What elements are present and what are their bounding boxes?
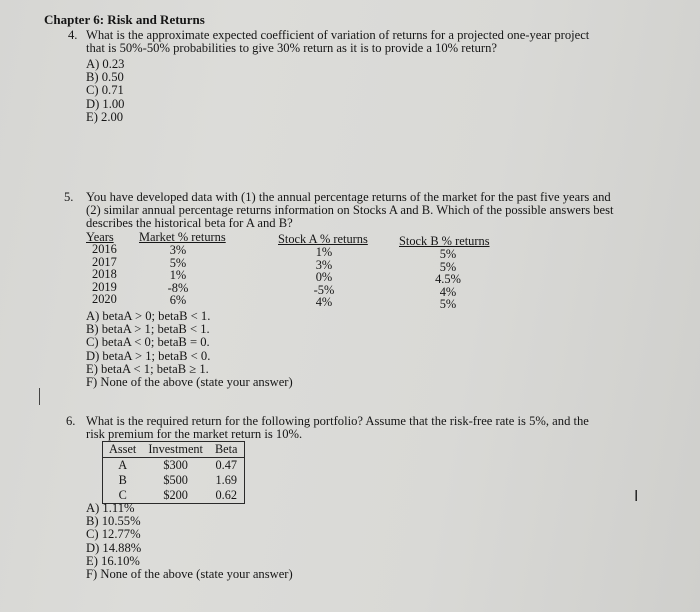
- q6-option-f[interactable]: F) None of the above (state your answer): [86, 567, 293, 582]
- q5-option-f[interactable]: F) None of the above (state your answer): [86, 375, 293, 390]
- table-header-beta: Beta: [209, 442, 244, 458]
- q4-option-b[interactable]: B) 0.50: [86, 70, 124, 85]
- margin-line-mark: [39, 388, 40, 405]
- q5-option-b[interactable]: B) betaA > 1; betaB < 1.: [86, 322, 210, 337]
- q5-header-stock-a: Stock A % returns: [278, 232, 368, 246]
- table-cell: $300: [163, 458, 188, 472]
- q5-option-a[interactable]: A) betaA > 0; betaB < 1.: [86, 309, 211, 323]
- q6-portfolio-table: [102, 441, 245, 504]
- q5-text-line-3: describes the historical beta for A and B?: [86, 216, 293, 230]
- q6-text-line-1: What is the required return for the following portfolio? Assume that the risk-free rate is 5%, and the: [86, 414, 589, 428]
- q5-option-d[interactable]: D) betaA > 1; betaB < 0.: [86, 348, 211, 363]
- table-cell: -8%: [167, 280, 189, 295]
- table-cell: 2019: [92, 279, 117, 294]
- table-cell: $200: [163, 488, 188, 502]
- q5-header-stock-b: Stock B % returns: [399, 234, 490, 248]
- q5-stock-a-column: [302, 246, 346, 309]
- q5-option-e[interactable]: E) betaA < 1; betaB ≥ 1.: [86, 361, 209, 376]
- q5-number: 5.: [64, 190, 74, 204]
- q6-option-c[interactable]: C) 12.77%: [86, 527, 141, 542]
- table-cell: C: [118, 488, 127, 502]
- table-cell: 2020: [92, 292, 117, 307]
- table-row: [103, 458, 245, 474]
- table-cell: 3%: [169, 243, 187, 257]
- table-cell: 4%: [439, 284, 457, 299]
- q6-option-d[interactable]: D) 14.88%: [86, 540, 142, 555]
- table-row: [103, 473, 245, 488]
- table-cell: 0%: [315, 270, 333, 285]
- table-cell: 2016: [92, 242, 117, 256]
- q5-market-column: [158, 244, 198, 307]
- table-cell: 0.62: [215, 488, 237, 502]
- table-cell: 6%: [169, 293, 187, 308]
- table-cell: 1%: [169, 268, 187, 283]
- q5-text-line-2: (2) similar annual percentage returns information on Stocks A and B. Which of the possible answers best: [86, 203, 614, 217]
- q5-option-c[interactable]: C) betaA < 0; betaB = 0.: [86, 335, 210, 350]
- q4-option-d[interactable]: D) 1.00: [86, 96, 125, 111]
- text-cursor-icon: I: [634, 487, 639, 505]
- table-cell: 5%: [169, 255, 187, 270]
- q4-text-line-1: What is the approximate expected coefficient of variation of returns for a projected one-year project: [86, 28, 590, 42]
- table-cell: $500: [163, 473, 188, 487]
- table-cell: 5%: [439, 259, 457, 274]
- q4-number: 4.: [68, 28, 78, 42]
- q6-option-b[interactable]: B) 10.55%: [86, 514, 141, 529]
- table-cell: 4%: [315, 295, 333, 310]
- q4-option-e[interactable]: E) 2.00: [86, 109, 124, 124]
- chapter-title: Chapter 6: Risk and Returns: [44, 12, 205, 27]
- table-cell: 0.47: [215, 458, 237, 472]
- table-cell: 5%: [439, 247, 457, 261]
- q5-header-years: Years: [86, 230, 114, 244]
- table-header-investment: Investment: [142, 442, 209, 458]
- q5-stock-b-column: [426, 248, 470, 311]
- table-cell: A: [118, 458, 128, 472]
- q4-option-a[interactable]: A) 0.23: [86, 57, 125, 71]
- q6-option-e[interactable]: E) 16.10%: [86, 553, 140, 568]
- q5-years-column: [92, 243, 117, 306]
- q6-option-a[interactable]: A) 1.11%: [86, 501, 135, 515]
- q5-header-market: Market % returns: [139, 230, 226, 244]
- q4-option-c[interactable]: C) 0.71: [86, 83, 124, 98]
- q4-text-line-2: that is 50%-50% probabilities to give 30% return as it is to provide a 10% return?: [86, 41, 497, 55]
- q6-text-line-2: risk premium for the market return is 10%.: [86, 427, 303, 441]
- table-cell: -5%: [313, 282, 335, 297]
- table-cell: 4.5%: [435, 272, 461, 287]
- table-cell: 3%: [315, 257, 333, 272]
- q5-text-line-1: You have developed data with (1) the annual percentage returns of the market for the past five years and: [86, 190, 611, 204]
- table-cell: B: [118, 473, 127, 487]
- table-cell: 5%: [439, 297, 457, 312]
- table-cell: 1.69: [215, 473, 237, 487]
- table-cell: 1%: [315, 245, 333, 259]
- table-header-asset: Asset: [103, 442, 143, 458]
- table-cell: 2018: [92, 267, 117, 282]
- table-cell: 2017: [92, 254, 117, 269]
- q6-number: 6.: [66, 414, 76, 428]
